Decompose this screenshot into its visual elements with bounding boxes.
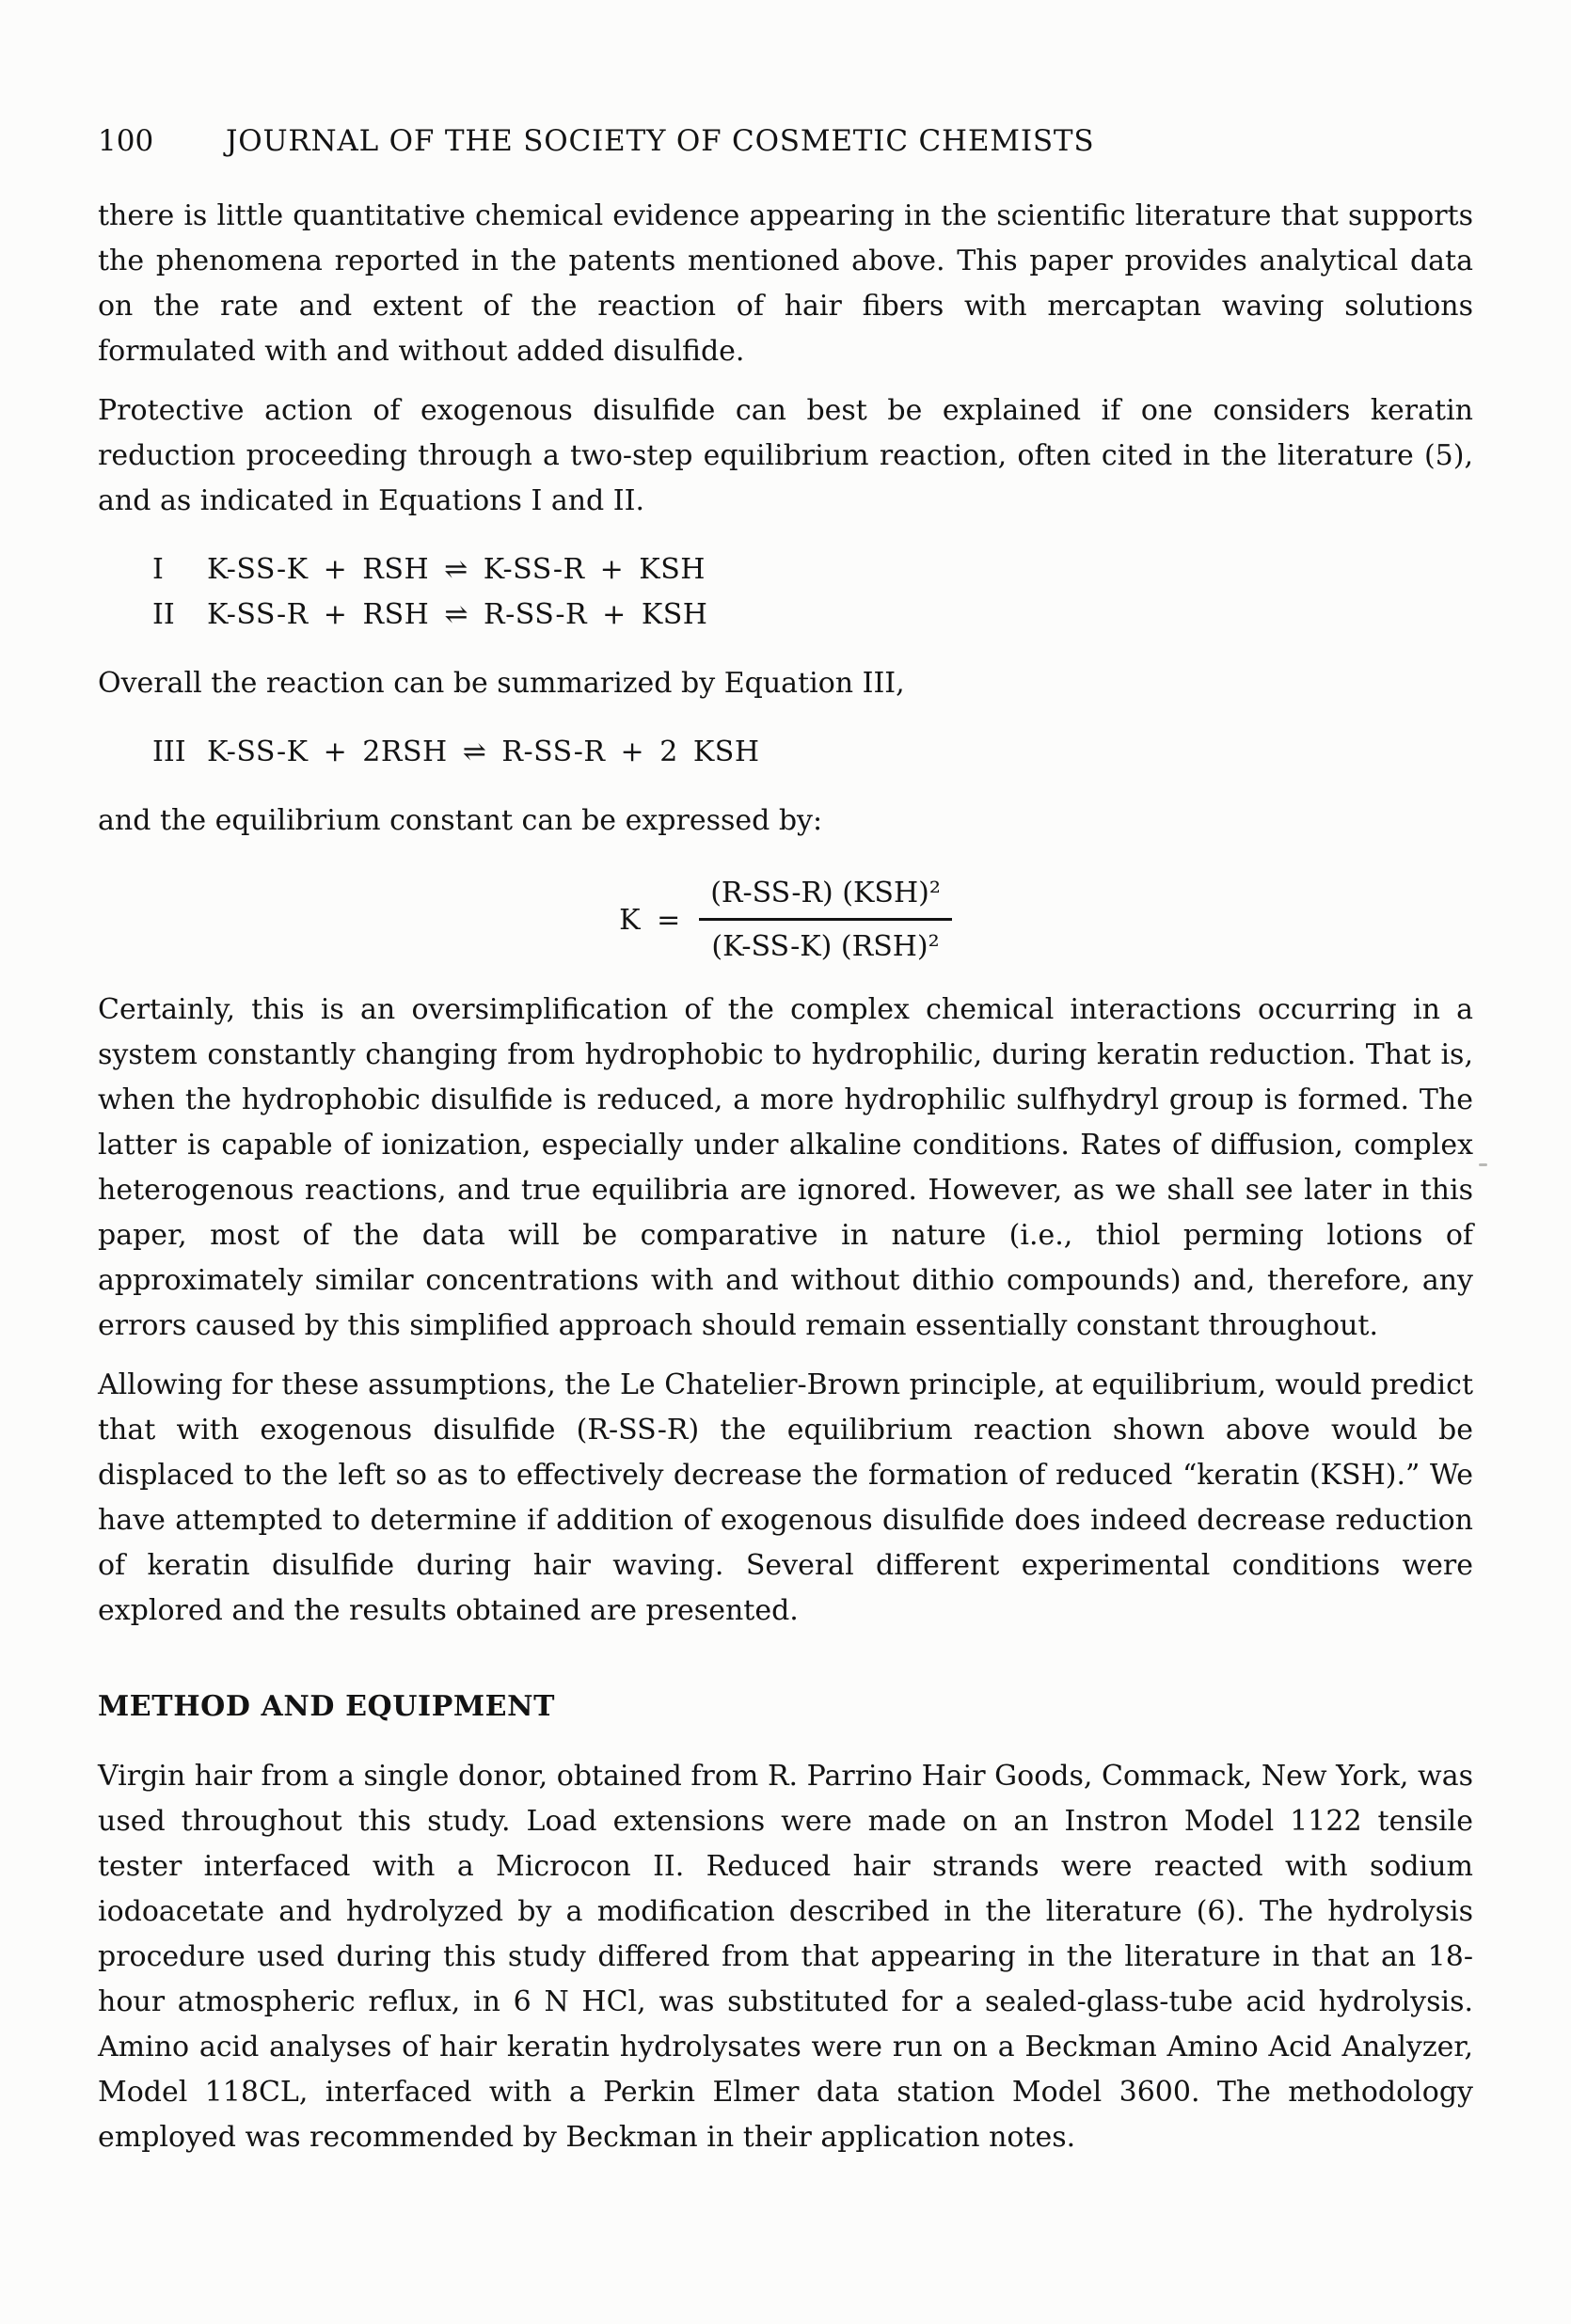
paragraph-overall: Overall the reaction can be summarized by Equation III, [98,667,905,700]
k-equals: K = [619,903,681,937]
equation-group-3 [152,730,1473,775]
section-heading-method-and-equipment: METHOD AND EQUIPMENT [98,1690,556,1723]
equilibrium-constant-expression [98,874,1473,967]
equation-3-label: III [152,735,186,768]
equation-1 [152,547,1473,593]
fraction [699,874,952,967]
paragraph-equilibrium-constant-intro: and the equilibrium constant can be expressed by: [98,804,823,837]
equation-2-formula: K-SS-R + RSH ⇌ R-SS-R + KSH [207,598,708,631]
paragraph-allowing: Allowing for these assumptions, the Le Chatelier-Brown principle, at equilibrium, would predict that with exogenous disulfide (R-SS-R) the equilibrium reaction shown above would be displaced to the left so as to effectively decrease the formation of reduced “keratin (KSH).” We have attempted to determine if addition of exogenous disulfide does indeed decrease reduction of keratin disulfide during hair waving. Several different experimental conditions were explored and the results obtained are presented. [98,1368,1473,1627]
equation-2 [152,593,1473,638]
paragraph-intro: there is little quantitative chemical evidence appearing in the scientific literature that supports the phenomena reported in the patents mentioned above. This paper provides analytical data on the rate and extent of the reaction of hair fibers with mercaptan waving solutions formulated with and without added disulfide. [98,199,1473,368]
scan-artifact [1479,1163,1487,1166]
fraction-denominator: (K-SS-K) (RSH)² [711,930,940,963]
fraction-numerator: (R-SS-R) (KSH)² [699,874,952,921]
article-body [98,194,1473,2160]
paragraph-protective-action: Protective action of exogenous disulfide can best be explained if one considers keratin reduction proceeding through a two-step equilibrium reaction, often cited in the literature (5), and as indicated in Equations I and II. [98,394,1473,517]
equation-1-formula: K-SS-K + RSH ⇌ K-SS-R + KSH [207,553,706,586]
paragraph-certainly: Certainly, this is an oversimplification of the complex chemical interactions occurring in a system constantly changing from hydrophobic to hydrophilic, during keratin reduction. That is, when the hydrophobic disulfide is reduced, a more hydrophilic sulfhydryl group is formed. The latter is capable of ionization, especially under alkaline conditions. Rates of diffusion, complex heterogenous reactions, and true equilibria are ignored. However, as we shall see later in this paper, most of the data will be comparative in nature (i.e., thiol perming lotions of approximately similar concentrations with and without dithio compounds) and, therefore, any errors caused by this simplified approach should remain essentially constant throughout. [98,993,1473,1342]
equation-2-label: II [152,598,175,631]
page-number: 100 [98,124,154,158]
paragraph-method: Virgin hair from a single donor, obtained from R. Parrino Hair Goods, Commack, New York, was used throughout this study. Load extensions were made on an Instron Model 1122 tensile tester interfaced with a Microcon II. Reduced hair strands were reacted with sodium iodoacetate and hydrolyzed by a modification described in the literature (6). The hydrolysis procedure used during this study differed from that appearing in the literature in that an 18-hour atmospheric reflux, in 6 N HCl, was substituted for a sealed-glass-tube acid hydrolysis. Amino acid analyses of hair keratin hydrolysates were run on a Beckman Amino Acid Analyzer, Model 118CL, interfaced with a Perkin Elmer data station Model 3600. The methodology employed was recommended by Beckman in their application notes. [98,1760,1473,2154]
journal-title: JOURNAL OF THE SOCIETY OF COSMETIC CHEMISTS [226,124,1095,158]
equation-3-formula: K-SS-K + 2RSH ⇌ R-SS-R + 2 KSH [207,735,760,768]
equation-1-label: I [152,553,164,586]
equation-group-1-2 [152,547,1473,638]
page-header [98,124,1473,158]
equation-3 [152,730,1473,775]
